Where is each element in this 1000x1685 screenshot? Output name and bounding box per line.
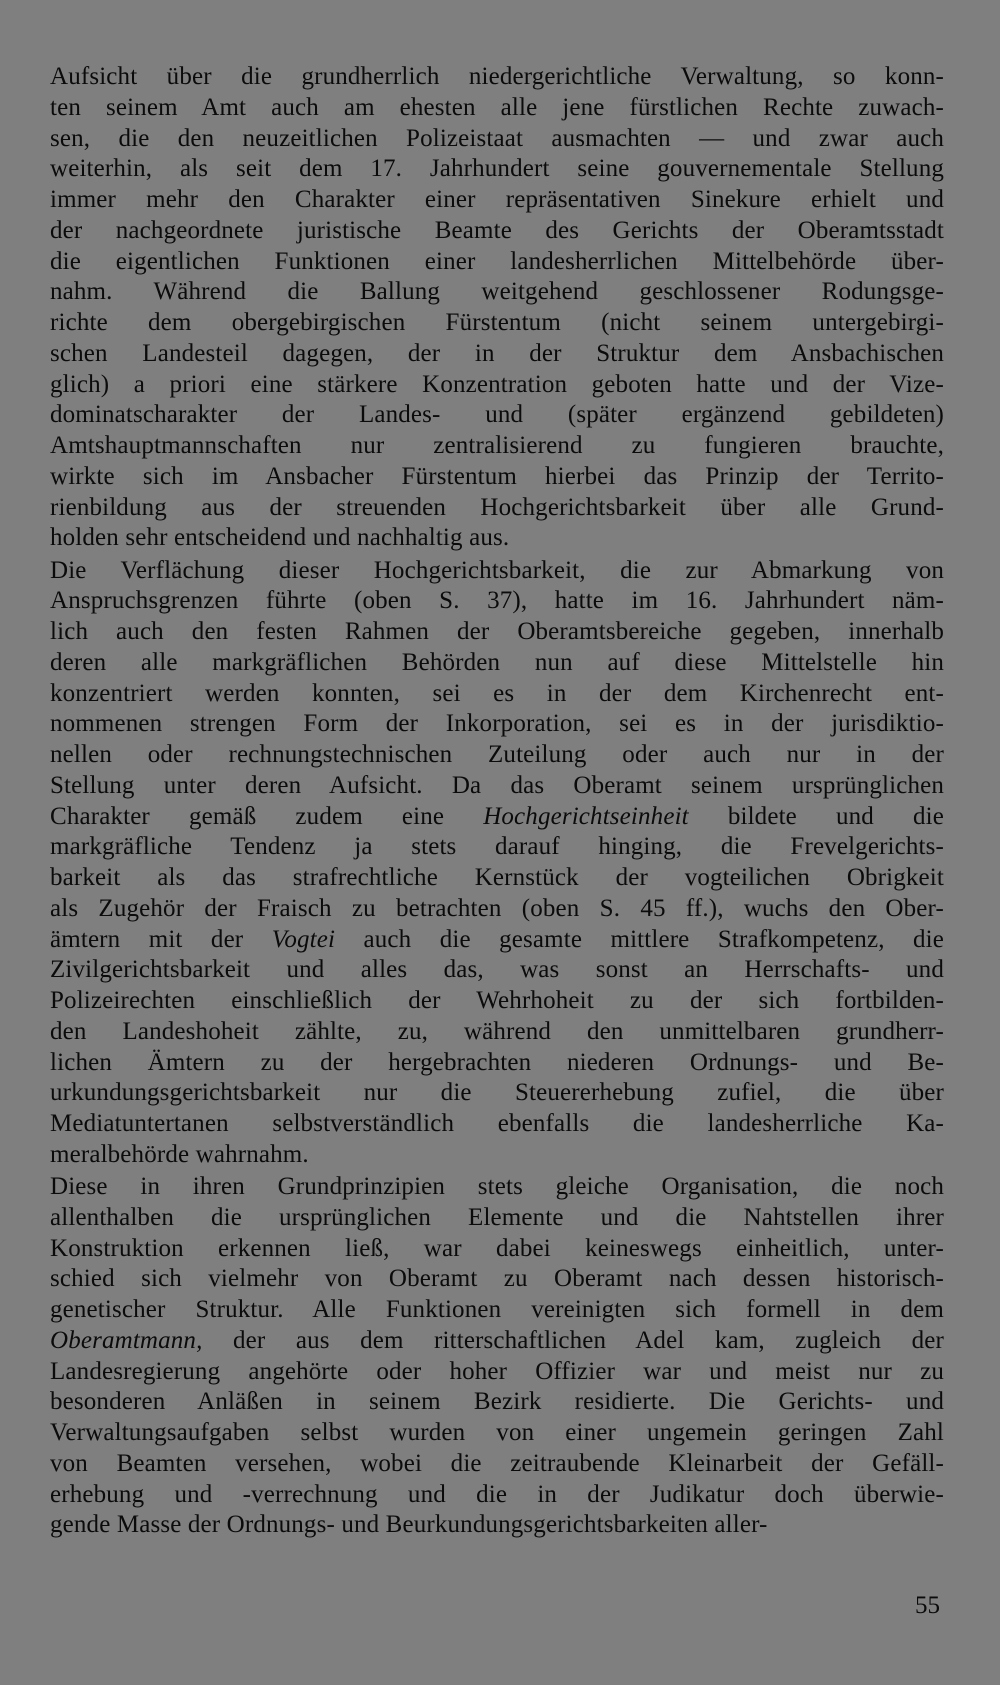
body-text <box>50 62 944 1541</box>
text-segment: lich auch den festen Rahmen der Oberamtsbereiche gegeben, innerhalb <box>50 618 944 645</box>
text-line <box>50 400 944 431</box>
text-line <box>50 308 944 339</box>
text-segment: immer mehr den Charakter einer repräsentativen Sinekure erhielt und <box>50 186 944 213</box>
text-segment: wirkte sich im Ansbacher Fürstentum hierbei das Prinzip der Territo- <box>50 462 944 490</box>
text-segment: die eigentlichen Funktionen einer landesherrlichen Mittelbehörde über- <box>50 247 944 275</box>
text-line <box>50 925 944 956</box>
text-segment: besonderen Anläßen in seinem Bezirk residierte. Die Gerichts- und <box>50 1388 944 1416</box>
text-segment: lichen Ämtern zu der hergebrachten niederen Ordnungs- und Be- <box>50 1048 944 1076</box>
text-line <box>50 832 944 863</box>
text-segment: Diese in ihren Grundprinzipien stets gleiche Organisation, die noch <box>50 1173 944 1200</box>
text-segment: schied sich vielmehr von Oberamt zu Oberamt nach dessen historisch- <box>50 1265 944 1293</box>
paragraph <box>50 62 944 554</box>
text-line <box>50 493 944 524</box>
text-segment: meralbehörde wahrnahm. <box>50 1140 309 1168</box>
text-segment: Polizeirechten einschließlich der Wehrhoheit zu der sich fortbilden- <box>50 987 944 1014</box>
text-segment: Die Verflächung dieser Hochgerichtsbarkeit, die zur Abmarkung von <box>50 556 944 584</box>
text-segment: Zivilgerichtsbarkeit und alles das, was sonst an Herrschafts- und <box>50 956 944 984</box>
text-segment: Charakter gemäß zudem eine <box>50 802 484 830</box>
text-segment: Stellung unter deren Aufsicht. Da das Oberamt seinem ursprünglichen <box>50 771 944 799</box>
page-number: 55 <box>915 1592 940 1619</box>
text-segment: weiterhin, als seit dem 17. Jahrhundert seine gouvernementale Stellung <box>50 155 944 183</box>
paragraph <box>50 1172 944 1541</box>
text-line <box>50 154 944 185</box>
text-segment: markgräfliche Tendenz ja stets darauf hinging, die Frevelgerichts- <box>50 833 944 861</box>
text-line <box>50 1203 944 1234</box>
text-line <box>50 863 944 894</box>
text-segment: Landesregierung angehörte oder hoher Offizier war und meist nur zu <box>50 1357 944 1385</box>
text-segment: konzentriert werden konnten, sei es in der dem Kirchenrecht ent- <box>50 679 944 707</box>
text-line <box>50 1172 944 1203</box>
text-segment: auch die gesamte mittlere Strafkompetenz, die <box>335 925 945 953</box>
text-line <box>50 1264 944 1295</box>
text-line <box>50 1048 944 1079</box>
text-segment: von Beamten versehen, wobei die zeitraubende Kleinarbeit der Gefäll- <box>50 1449 944 1477</box>
text-segment: rienbildung aus der streuenden Hochgerichtsbarkeit über alle Grund- <box>50 493 944 521</box>
italic-term: Hochgerichtseinheit <box>483 802 689 830</box>
text-segment: dominatscharakter der Landes- und (später ergänzend gebildeten) <box>50 401 944 429</box>
text-segment: ämtern mit der <box>50 925 272 953</box>
text-line <box>50 556 944 587</box>
text-line <box>50 370 944 401</box>
text-segment: der nachgeordnete juristische Beamte des Gerichts der Oberamtsstadt <box>50 216 944 244</box>
text-line <box>50 648 944 679</box>
text-line <box>50 339 944 370</box>
text-line <box>50 1449 944 1480</box>
text-line <box>50 1326 944 1357</box>
italic-term: Oberamtmann, <box>50 1326 203 1354</box>
text-segment: richte dem obergebirgischen Fürstentum (nicht seinem untergebirgi- <box>50 309 944 336</box>
text-line <box>50 1017 944 1048</box>
text-segment: Konstruktion erkennen ließ, war dabei keineswegs einheitlich, unter- <box>50 1234 944 1262</box>
text-line <box>50 185 944 216</box>
text-segment: barkeit als das strafrechtliche Kernstück der vogteilichen Obrigkeit <box>50 864 944 891</box>
text-line <box>50 1510 944 1541</box>
text-line <box>50 1078 944 1109</box>
text-segment: holden sehr entscheidend und nachhaltig aus. <box>50 524 510 552</box>
text-line <box>50 277 944 308</box>
text-segment: schen Landesteil dagegen, der in der Struktur dem Ansbachischen <box>50 339 944 367</box>
text-segment: deren alle markgräflichen Behörden nun auf diese Mittelstelle hin <box>50 648 944 676</box>
text-segment: als Zugehör der Fraisch zu betrachten (oben S. 45 ff.), wuchs den Ober- <box>50 894 944 922</box>
text-line <box>50 1140 944 1171</box>
text-segment: Amtshauptmannschaften nur zentralisierend zu fungieren brauchte, <box>50 432 944 459</box>
text-segment: Mediatuntertanen selbstverständlich ebenfalls die landesherrliche Ka- <box>50 1110 944 1137</box>
text-segment: glich) a priori eine stärkere Konzentration geboten hatte und der Vize- <box>50 370 944 398</box>
text-line <box>50 1295 944 1326</box>
paragraph <box>50 556 944 1171</box>
text-line <box>50 1418 944 1449</box>
text-segment: nahm. Während die Ballung weitgehend geschlossener Rodungsge- <box>50 278 944 306</box>
text-line <box>50 93 944 124</box>
text-line <box>50 1234 944 1265</box>
text-segment: Anspruchsgrenzen führte (oben S. 37), hatte im 16. Jahrhundert näm- <box>50 587 944 615</box>
text-line <box>50 1480 944 1511</box>
text-segment: gende Masse der Ordnungs- und Beurkundungsgerichtsbarkeiten aller- <box>50 1511 768 1539</box>
text-segment: Verwaltungsaufgaben selbst wurden von einer ungemein geringen Zahl <box>50 1419 944 1446</box>
text-line <box>50 1357 944 1388</box>
text-line <box>50 802 944 833</box>
text-line <box>50 62 944 93</box>
text-line <box>50 771 944 802</box>
text-line <box>50 617 944 648</box>
italic-term: Vogtei <box>271 925 336 953</box>
text-line <box>50 247 944 278</box>
text-segment: genetischer Struktur. Alle Funktionen vereinigten sich formell in dem <box>50 1296 944 1323</box>
text-segment: nellen oder rechnungstechnischen Zuteilung oder auch nur in der <box>50 741 944 768</box>
text-segment: Aufsicht über die grundherrlich niedergerichtliche Verwaltung, so konn- <box>50 63 944 90</box>
text-segment: nommenen strengen Form der Inkorporation, sei es in der jurisdiktio- <box>50 710 944 738</box>
text-line <box>50 431 944 462</box>
text-segment: bildete und die <box>688 802 944 830</box>
text-line <box>50 679 944 710</box>
text-line <box>50 955 944 986</box>
text-line <box>50 1109 944 1140</box>
text-line <box>50 124 944 155</box>
text-line <box>50 986 944 1017</box>
text-segment: urkundungsgerichtsbarkeit nur die Steuererhebung zufiel, die über <box>50 1079 944 1107</box>
text-line <box>50 1387 944 1418</box>
text-line <box>50 709 944 740</box>
text-line <box>50 216 944 247</box>
text-line <box>50 523 944 554</box>
text-line <box>50 586 944 617</box>
text-segment: den Landeshoheit zählte, zu, während den unmittelbaren grundherr- <box>50 1017 944 1045</box>
text-segment: erhebung und -verrechnung und die in der Judikatur doch überwie- <box>50 1480 944 1508</box>
text-line <box>50 740 944 771</box>
text-segment: ten seinem Amt auch am ehesten alle jene fürstlichen Rechte zuwach- <box>50 93 944 121</box>
text-segment: sen, die den neuzeitlichen Polizeistaat ausmachten — und zwar auch <box>50 124 944 152</box>
text-line <box>50 894 944 925</box>
text-line <box>50 462 944 493</box>
text-segment: allenthalben die ursprünglichen Elemente und die Nahtstellen ihrer <box>50 1203 944 1231</box>
text-segment: der aus dem ritterschaftlichen Adel kam, zugleich der <box>202 1326 944 1354</box>
